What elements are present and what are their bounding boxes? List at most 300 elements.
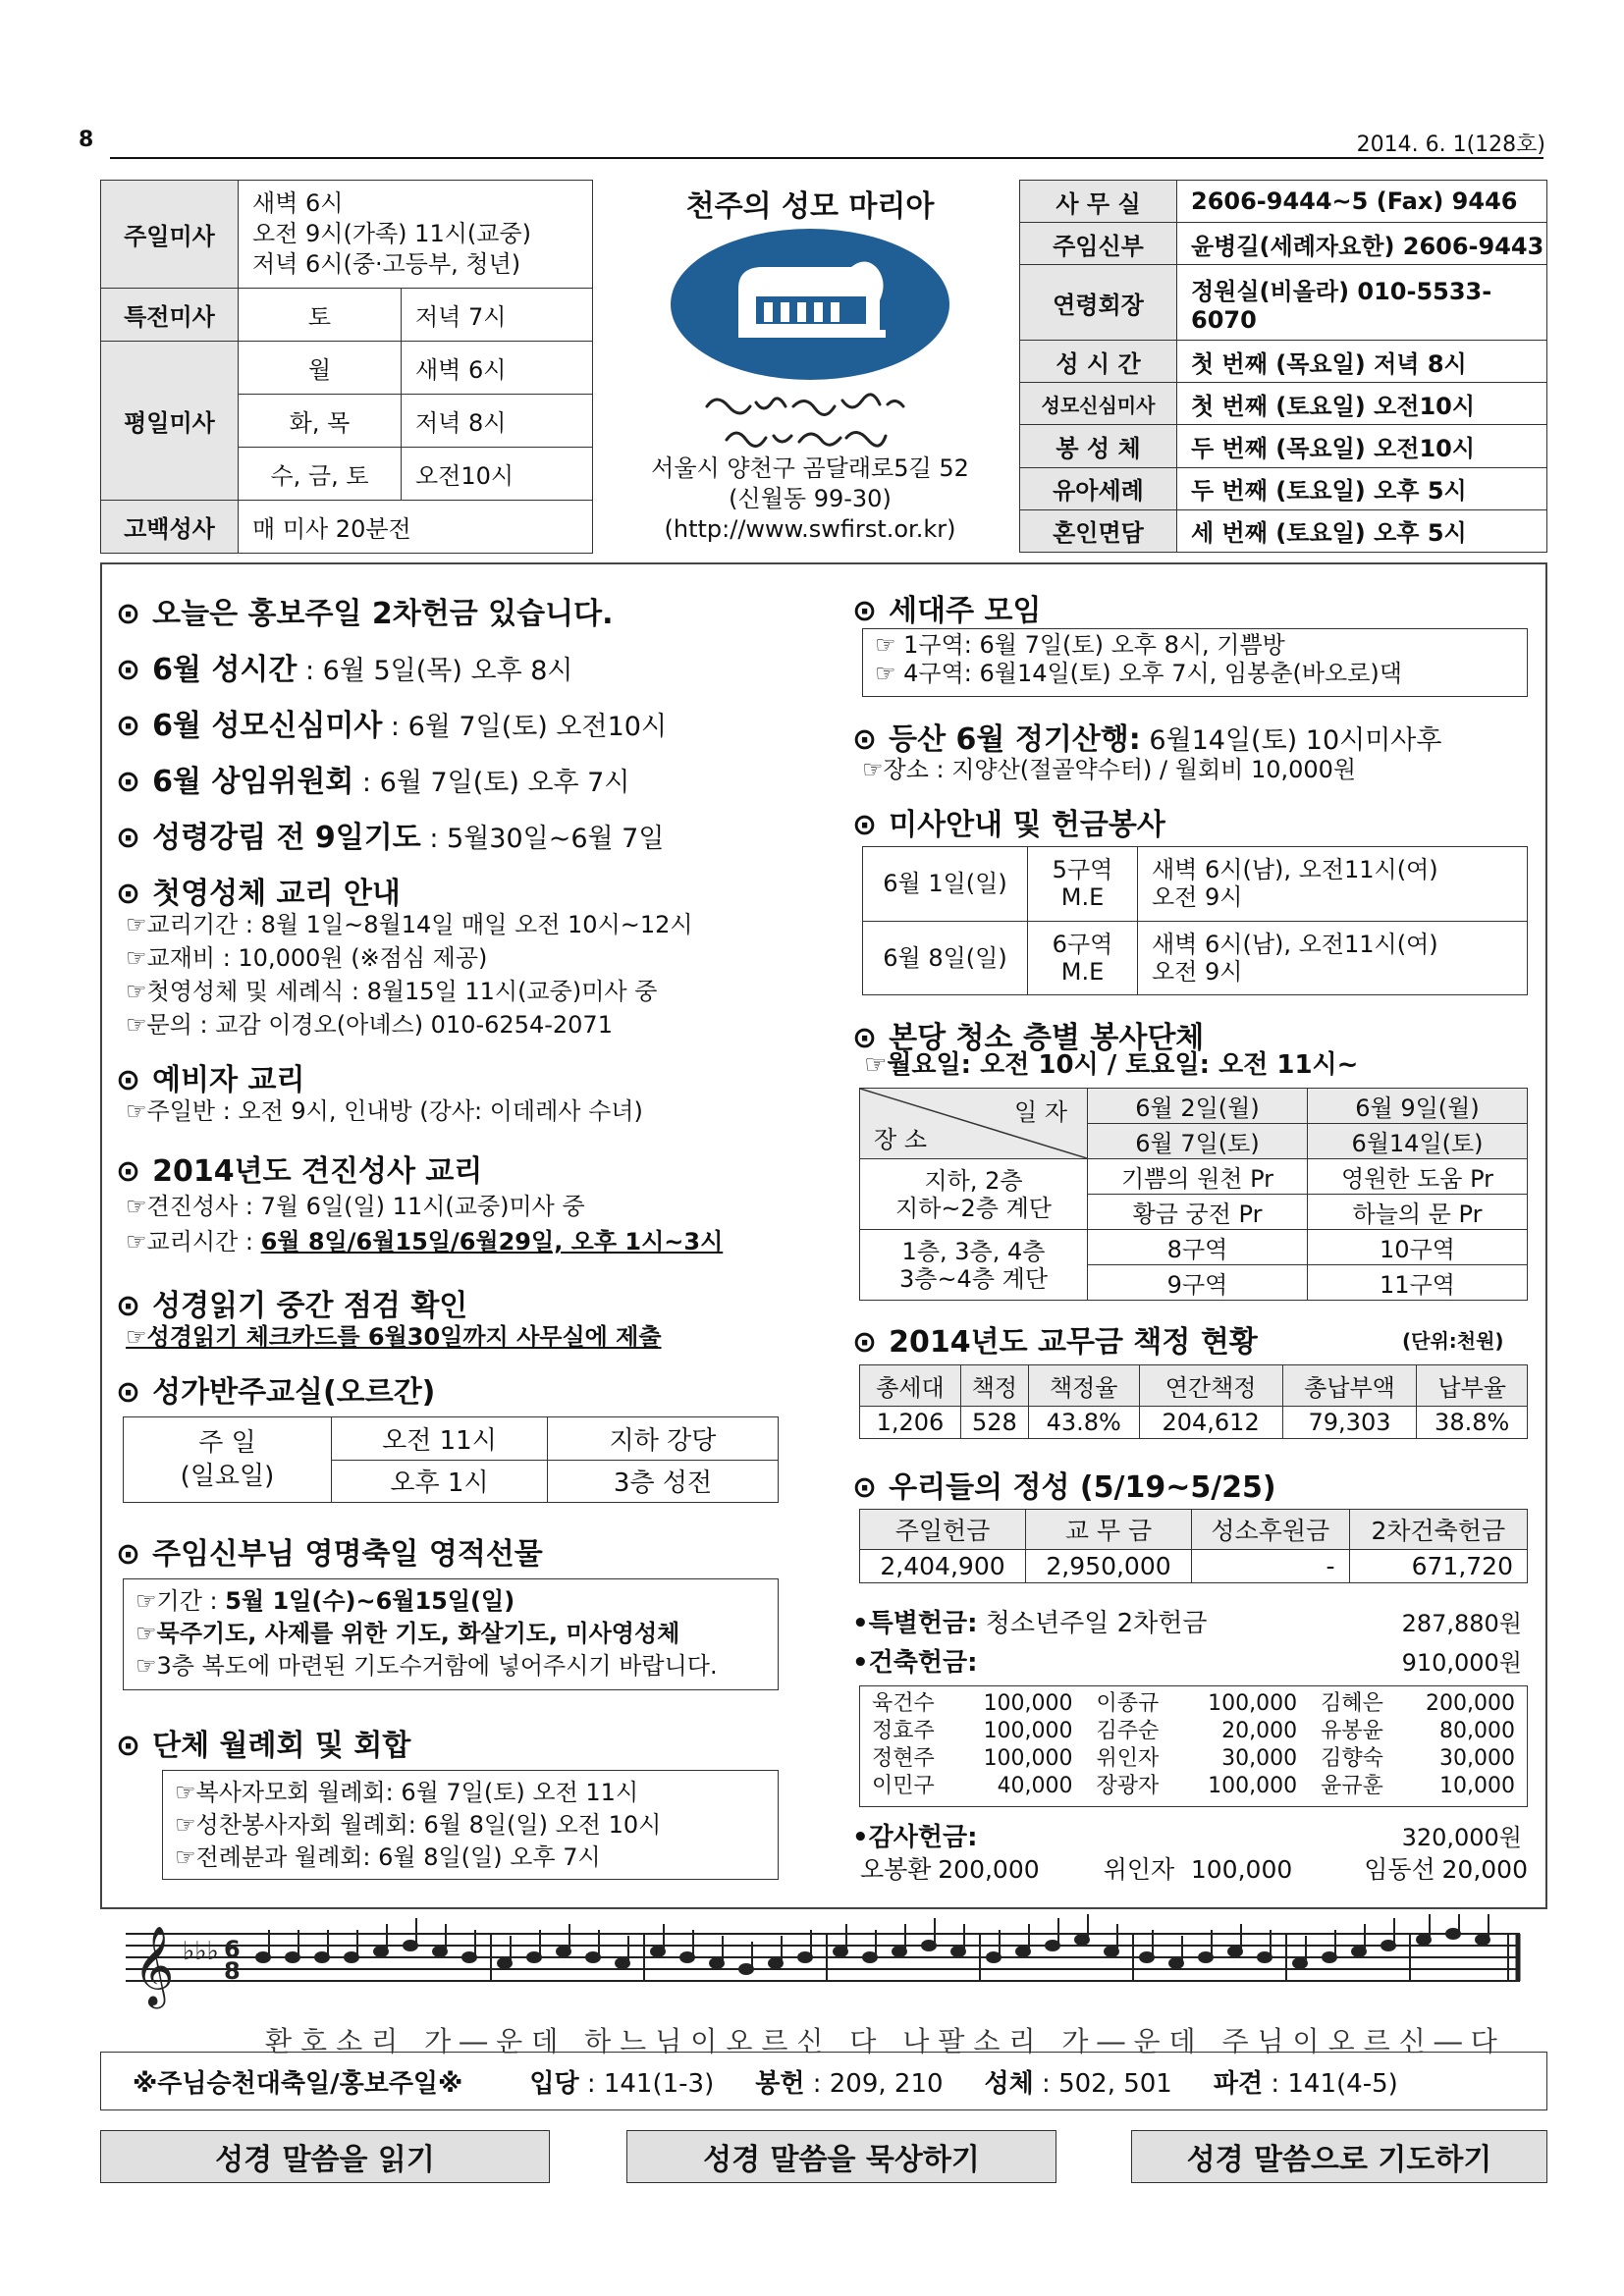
donors-table: [872, 1690, 1515, 1800]
note-head: [863, 1952, 877, 1962]
bullet-icon: ⊙: [116, 709, 141, 743]
notice-line-prefix: ☞교리시간 :: [126, 1228, 261, 1255]
cleaning-place-line: 지하, 2층: [924, 1166, 1023, 1195]
donor-amount: 80,000: [1439, 1719, 1515, 1743]
offering-value: 2,950,000: [1026, 1550, 1192, 1583]
note-head: [1016, 1947, 1030, 1956]
organ-day-sub: (일요일): [180, 1462, 275, 1491]
dues-header: 연간책정: [1139, 1365, 1282, 1407]
office-value: 첫 번째 (토요일) 오전10시: [1177, 383, 1547, 425]
note-head: [739, 1964, 753, 1974]
mass-service-table: [862, 846, 1528, 995]
hymn-communion: [985, 2063, 1172, 2100]
notice-marian-mass: [116, 701, 667, 744]
offering-header: 교 무 금: [1026, 1510, 1192, 1550]
address-line: 서울시 양천구 곰달래로5길 52: [651, 454, 969, 482]
donor-name: 정효주: [872, 1719, 935, 1743]
notice-title: 6월 성시간: [152, 653, 298, 687]
building-offering-label: •건축헌금:: [852, 1648, 978, 1678]
note-head: [710, 1958, 724, 1968]
weekday-day: 화, 목: [239, 395, 402, 448]
notice-novena: [116, 813, 664, 856]
dues-header: 책정: [960, 1365, 1028, 1407]
group-meetings-box: [162, 1770, 779, 1880]
donor-name: 임동선: [1364, 1855, 1435, 1884]
donor-amount: 20,000: [1441, 1855, 1528, 1884]
cleaning-group: 9구역: [1088, 1265, 1308, 1301]
notice-line: ☞교리기간 : 8월 1일~8월14일 매일 오전 10시~12시: [126, 911, 693, 938]
donor-name: 정현주: [872, 1746, 935, 1771]
donor-name: 위인자: [1096, 1746, 1160, 1771]
church-address: [609, 454, 1011, 545]
weekday-time: 오전10시: [402, 448, 593, 501]
office-label: 연령회장: [1020, 265, 1177, 341]
dues-header: 총납부액: [1282, 1365, 1417, 1407]
cleaning-place: [860, 1159, 1088, 1230]
notice-title: 2014년도 견진성사 교리: [152, 1154, 483, 1189]
note-head: [374, 1947, 388, 1956]
donor-amount: 100,000: [983, 1746, 1073, 1771]
donor-name: 김향숙: [1321, 1746, 1383, 1771]
notice-organ-class: [116, 1367, 435, 1411]
office-label: 주임신부: [1020, 223, 1177, 265]
donor-name: 이종규: [1096, 1691, 1160, 1716]
office-value: 두 번째 (토요일) 오후 5시: [1177, 467, 1547, 509]
cleaning-group: 영원한 도움 Pr: [1308, 1159, 1528, 1195]
notice-confirmation: [116, 1147, 482, 1190]
cleaning-group: 10구역: [1308, 1230, 1528, 1265]
cleaning-schedule-time: ☞월요일: 오전 10시 / 토요일: 오전 11시~: [864, 1050, 1359, 1080]
thanks-donors: [860, 1853, 1528, 1887]
pray-scripture-banner: 성경 말씀으로 기도하기: [1131, 2130, 1547, 2183]
office-info-table: [1019, 180, 1547, 553]
donor-name: 김주순: [1096, 1719, 1160, 1743]
hymn-label: 파견: [1213, 2068, 1264, 2099]
bullet-icon: ⊙: [116, 877, 141, 911]
donor-name: 이민구: [872, 1774, 935, 1798]
office-label: 혼인면담: [1020, 509, 1177, 552]
hymn-dismissal: [1214, 2063, 1398, 2100]
bullet-icon: ⊙: [116, 597, 141, 631]
note-head: [286, 1952, 299, 1962]
note-head: [893, 1947, 906, 1956]
notice-standing-committee: [116, 757, 629, 800]
church-handwritten-signature: [687, 385, 933, 463]
organ-time: 오전 11시: [332, 1417, 548, 1461]
bullet-icon: ⊙: [116, 1063, 141, 1097]
office-value: 세 번째 (토요일) 오후 5시: [1177, 509, 1547, 552]
hymn-number: : 141(4-5): [1263, 2068, 1398, 2099]
weekday-time: 저녁 8시: [402, 395, 593, 448]
note-head: [987, 1952, 1001, 1962]
note-head: [834, 1947, 847, 1956]
hymn-label: 성체: [984, 2068, 1034, 2099]
music-notes: [256, 1914, 1489, 1981]
cleaning-group: 하늘의 문 Pr: [1308, 1195, 1528, 1230]
special-offering: [852, 1607, 1207, 1640]
note-head: [951, 1947, 965, 1956]
bullet-icon: ⊙: [116, 1729, 141, 1763]
cleaning-header-corner: [860, 1089, 1088, 1159]
service-area-name: 6구역: [1052, 930, 1113, 958]
notice-title: 등산 6월 정기산행:: [889, 722, 1141, 757]
dues-header: 책정율: [1028, 1365, 1139, 1407]
service-time-line: 새벽 6시(남), 오전11시(여): [1152, 930, 1438, 958]
office-value: 두 번째 (목요일) 오전10시: [1177, 425, 1547, 467]
note-head: [315, 1952, 329, 1962]
donor-amount: 100,000: [1190, 1855, 1293, 1884]
note-head: [586, 1952, 600, 1962]
sunday-time-1: 새벽 6시: [252, 189, 344, 217]
household-meeting-box: [862, 628, 1528, 697]
notice-line: ☞3층 복도에 마련된 기도수거함에 넣어주시기 바랍니다.: [135, 1652, 718, 1680]
thanks-offering-amount: 320,000원: [1401, 1824, 1522, 1851]
bullet-icon: ⊙: [852, 594, 878, 628]
notice-household-meeting: [852, 586, 1042, 629]
cleaning-header-place: 장 소: [874, 1126, 927, 1153]
notice-holy-hour: [116, 645, 573, 688]
weekday-day: 수, 금, 토: [239, 448, 402, 501]
donor-amount: 100,000: [983, 1719, 1073, 1743]
office-value: 정원실(비올라) 010-5533-6070: [1177, 265, 1547, 341]
donor-name: 윤규훈: [1321, 1774, 1383, 1798]
organ-place: 3층 성전: [548, 1460, 779, 1503]
donor-name: 유봉윤: [1321, 1719, 1383, 1743]
donor-name: 장광자: [1096, 1774, 1160, 1798]
notice-group-meetings: [116, 1721, 410, 1764]
notice-title: 6월 성모신심미사: [152, 709, 383, 743]
spiritual-bouquet-box: [123, 1578, 779, 1690]
note-head: [1199, 1952, 1213, 1962]
building-offering-amount: 910,000원: [1401, 1649, 1522, 1677]
weekday-day: 월: [239, 342, 402, 395]
dues-value: 204,612: [1139, 1406, 1282, 1438]
offerings-table: [859, 1509, 1528, 1583]
note-head: [1169, 1958, 1183, 1968]
note-head: [680, 1952, 694, 1962]
church-website[interactable]: (http://www.swfirst.or.kr): [664, 515, 956, 543]
offering-value: 2,404,900: [860, 1550, 1026, 1583]
donor-amount: 10,000: [1439, 1774, 1515, 1798]
song-lyrics: 환호소리 가―운데 하느님이오르신 다 나팔소리 가―운데 주님이오르신―다: [265, 2025, 1506, 2057]
note-head: [1046, 1941, 1059, 1950]
notice-bible-reading: [116, 1281, 467, 1324]
organ-place: 지하 강당: [548, 1417, 779, 1461]
hymn-offertory: [755, 2063, 943, 2100]
cleaning-group: 8구역: [1088, 1230, 1308, 1265]
service-time-line: 새벽 6시(남), 오전11시(여): [1152, 856, 1438, 884]
notice-title: 주임신부님 영명축일 영적선물: [152, 1537, 543, 1572]
note-head: [651, 1947, 665, 1956]
dues-table: [859, 1364, 1528, 1439]
cleaning-group: 11구역: [1308, 1265, 1528, 1301]
hymn-entrance: [529, 2063, 714, 2100]
cleaning-place-line: 3층~4층 계단: [898, 1264, 1048, 1293]
notice-title: 성령강림 전 9일기도: [152, 821, 421, 855]
note-head: [1446, 1929, 1460, 1939]
notice-dues: [852, 1317, 1258, 1361]
page-number: 8: [79, 128, 94, 152]
church-logo: [670, 228, 950, 381]
confession-value: 매 미사 20분전: [239, 501, 593, 554]
notice-title: 2014년도 교무금 책정 현황: [889, 1325, 1258, 1360]
notice-text: 오늘은 홍보주일 2차헌금 있습니다.: [152, 597, 614, 631]
notice-line-prefix: ☞기간 :: [135, 1587, 226, 1615]
service-time-line: 오전 9시: [1152, 883, 1243, 912]
cleaning-date: 6월14일(토): [1308, 1124, 1528, 1159]
cleaning-header-date: 일 자: [1014, 1098, 1067, 1126]
organ-day-label: 주 일: [198, 1428, 256, 1458]
note-head: [769, 1958, 783, 1968]
office-label: 봉 성 체: [1020, 425, 1177, 467]
office-label: 사 무 실: [1020, 181, 1177, 223]
special-offering-amount: 287,880원: [1401, 1610, 1522, 1637]
cleaning-place-line: 1층, 3층, 4층: [901, 1237, 1046, 1265]
sunday-time-3: 저녁 6시(중·고등부, 청년): [252, 250, 521, 278]
hymn-numbers-bar: [100, 2052, 1547, 2110]
notice-line: ☞복사자모회 월례회: 6월 7일(토) 오전 11시: [175, 1779, 639, 1806]
service-times: [1138, 921, 1528, 995]
dues-value: 38.8%: [1417, 1406, 1528, 1438]
special-offering-label: •특별헌금:: [852, 1609, 978, 1638]
anticipated-mass-label: 특전미사: [101, 289, 239, 342]
dues-unit: (단위:천원): [1402, 1329, 1504, 1353]
note-head: [1352, 1947, 1366, 1956]
notice-line: ☞주일반 : 오전 9시, 인내방 (강사: 이데레사 수녀): [126, 1097, 643, 1125]
dues-value: 79,303: [1282, 1406, 1417, 1438]
cleaning-group: 기쁨의 원천 Pr: [1088, 1159, 1308, 1195]
bullet-icon: ⊙: [116, 821, 141, 855]
bullet-icon: ⊙: [116, 1537, 141, 1572]
office-label: 유아세례: [1020, 467, 1177, 509]
notice-title: 6월 상임위원회: [152, 765, 354, 799]
notice-lines: [126, 908, 693, 1041]
notice-mass-service: [852, 800, 1165, 843]
feast-title: ※주님승천대축일/홍보주일※: [133, 2068, 463, 2099]
donor-amount: 30,000: [1221, 1746, 1298, 1771]
note-head: [498, 1958, 512, 1968]
organ-time: 오후 1시: [332, 1460, 548, 1503]
special-offering-text: 청소년주일 2차헌금: [977, 1609, 1208, 1638]
office-value: 2606-9444~5 (Fax) 9446: [1177, 181, 1547, 223]
donor-amount: 100,000: [983, 1691, 1073, 1716]
service-area: [1028, 921, 1138, 995]
service-time-line: 오전 9시: [1152, 957, 1243, 986]
confirmation-schedule: 6월 8일/6월15일/6월29일, 오후 1시~3시: [260, 1228, 724, 1255]
notice-line: [126, 1225, 723, 1258]
service-date: 6월 1일(일): [863, 847, 1028, 922]
cleaning-group: 황금 궁전 Pr: [1088, 1195, 1308, 1230]
notice-line: ☞장소 : 지양산(절골약수터) / 월회비 10,000원: [862, 756, 1357, 783]
offering-header: 2차건축헌금: [1349, 1510, 1527, 1550]
bullet-icon: ⊙: [116, 1289, 141, 1323]
notice-second-collection: [116, 589, 613, 632]
service-times: [1138, 847, 1528, 922]
note-head: [1105, 1947, 1118, 1956]
notice-line: ☞문의 : 교감 이경오(아녜스) 010-6254-2071: [126, 1011, 613, 1039]
bullet-icon: ⊙: [852, 1470, 878, 1505]
bullet-icon: ⊙: [852, 808, 878, 842]
donor-name: 위인자: [1103, 1855, 1175, 1884]
treble-clef-icon: 𝄞: [134, 1925, 175, 2005]
note-head: [1323, 1952, 1336, 1962]
note-head: [433, 1947, 447, 1956]
service-me: M.E: [1060, 883, 1105, 912]
notice-title: 우리들의 정성 (5/19~5/25): [889, 1470, 1276, 1505]
organ-class-table: [123, 1416, 779, 1503]
address-line: (신월동 99-30): [729, 485, 892, 512]
note-head: [922, 1941, 936, 1950]
notice-detail: : 6월 7일(토) 오후 7시: [353, 768, 630, 798]
read-scripture-banner: 성경 말씀을 읽기: [100, 2130, 550, 2183]
donor-amount: 100,000: [1208, 1774, 1298, 1798]
note-head: [404, 1941, 417, 1950]
note-head: [1476, 1935, 1489, 1945]
donor-name: 김혜은: [1321, 1691, 1383, 1716]
confession-label: 고백성사: [101, 501, 239, 554]
note-head: [557, 1947, 570, 1956]
hymn-number: : 502, 501: [1033, 2068, 1172, 2099]
notice-title: 예비자 교리: [152, 1063, 305, 1097]
notice-line: ☞전례분과 월례회: 6월 8일(일) 오후 7시: [175, 1843, 601, 1871]
anticipated-mass-day: 토: [239, 289, 402, 342]
notice-spiritual-bouquet: [116, 1529, 543, 1573]
bullet-icon: ⊙: [116, 1375, 141, 1410]
service-date: 6월 8일(일): [863, 921, 1028, 995]
note-head: [1417, 1935, 1431, 1945]
note-head: [345, 1952, 358, 1962]
weekday-time: 새벽 6시: [402, 342, 593, 395]
notice-line: ☞첫영성체 및 세례식 : 8월15일 11시(교중)미사 중: [126, 978, 658, 1005]
hymn-label: 입당: [529, 2068, 579, 2099]
cleaning-date: 6월 7일(토): [1088, 1124, 1308, 1159]
notice-line: ☞교재비 : 10,000원 (※점심 제공): [126, 944, 488, 972]
office-label: 성모신심미사: [1020, 383, 1177, 425]
weekday-mass-label: 평일미사: [101, 342, 239, 501]
note-head: [798, 1952, 812, 1962]
bullet-icon: ⊙: [116, 653, 141, 687]
note-head: [1258, 1952, 1272, 1962]
donor-amount: 20,000: [1221, 1719, 1298, 1743]
notice-title: 성경읽기 중간 점검 확인: [152, 1289, 468, 1323]
notice-first-communion: [116, 869, 401, 912]
note-head: [256, 1952, 270, 1962]
offering-value: -: [1192, 1550, 1350, 1583]
dues-value: 43.8%: [1028, 1406, 1139, 1438]
service-area: [1028, 847, 1138, 922]
cleaning-table: [859, 1088, 1528, 1301]
notice-title: 단체 월례회 및 회합: [152, 1729, 411, 1763]
offering-header: 성소후원금: [1192, 1510, 1350, 1550]
notice-title: 미사안내 및 헌금봉사: [889, 808, 1165, 842]
donor-amount: 200,000: [938, 1855, 1040, 1884]
cleaning-place-line: 지하~2층 계단: [895, 1194, 1052, 1222]
cleaning-place: [860, 1230, 1088, 1301]
building-donors-box: [859, 1685, 1528, 1807]
note-head: [1293, 1958, 1307, 1968]
anticipated-mass-time: 저녁 7시: [402, 289, 593, 342]
dues-value: 1,206: [860, 1406, 961, 1438]
office-value: 첫 번째 (목요일) 저녁 8시: [1177, 341, 1547, 383]
dues-header: 납부율: [1417, 1365, 1528, 1407]
time-signature: 8: [224, 1957, 241, 1985]
notice-line: ☞성경읽기 체크카드를 6월30일까지 사무실에 제출: [126, 1323, 662, 1351]
bullet-icon: ⊙: [852, 722, 878, 757]
bullet-icon: ⊙: [116, 1154, 141, 1189]
notice-detail: : 5월30일~6월 7일: [420, 824, 665, 854]
note-head: [616, 1958, 629, 1968]
donor-amount: 40,000: [997, 1774, 1073, 1798]
donor-amount: 30,000: [1439, 1746, 1515, 1771]
cleaning-date: 6월 2일(월): [1088, 1089, 1308, 1124]
organ-day: [124, 1417, 332, 1503]
notice-line: ☞ 1구역: 6월 7일(토) 오후 8시, 기쁨방: [875, 631, 1285, 659]
notice-catechumen: [116, 1055, 305, 1098]
office-value: 윤병길(세례자요한) 2606-9443: [1177, 223, 1547, 265]
notice-detail: : 6월 7일(토) 오전10시: [382, 712, 668, 742]
donor-name: 육건수: [872, 1691, 935, 1716]
note-head: [1228, 1947, 1242, 1956]
notice-detail: 6월14일(토) 10시미사후: [1140, 725, 1442, 756]
notice-title: 첫영성체 교리 안내: [152, 877, 401, 911]
notice-line: ☞묵주기도, 사제를 위한 기도, 화살기도, 미사영성체: [135, 1620, 680, 1647]
sunday-mass-times: [239, 181, 593, 289]
notice-line: ☞견진성사 : 7월 6일(일) 11시(교중)미사 중: [126, 1193, 585, 1220]
donor-name: 오봉환: [860, 1855, 932, 1884]
sunday-mass-label: 주일미사: [101, 181, 239, 289]
donor-amount: 200,000: [1426, 1691, 1515, 1716]
note-head: [1381, 1941, 1395, 1950]
notice-title: 세대주 모임: [889, 594, 1042, 628]
notice-line: ☞ 4구역: 6월14일(토) 오후 7시, 임봉춘(바오로)댁: [875, 660, 1402, 687]
service-area-name: 5구역: [1052, 856, 1113, 884]
hymn-number: : 141(1-3): [578, 2068, 715, 2099]
dues-value: 528: [960, 1406, 1028, 1438]
notice-title: 본당 청소 층별 봉사단체: [889, 1021, 1205, 1055]
note-head: [462, 1952, 476, 1962]
donor-amount: 100,000: [1208, 1691, 1298, 1716]
header-divider: [110, 157, 1543, 159]
notice-detail: : 6월 5일(목) 오후 8시: [297, 656, 573, 686]
dues-header: 총세대: [860, 1365, 961, 1407]
church-title: 천주의 성모 마리아: [685, 189, 935, 224]
hymn-label: 봉헌: [755, 2068, 805, 2099]
bullet-icon: ⊙: [852, 1021, 878, 1055]
office-label: 성 시 간: [1020, 341, 1177, 383]
note-head: [527, 1952, 541, 1962]
sunday-time-2: 오전 9시(가족) 11시(교중): [252, 220, 531, 247]
meditate-scripture-banner: 성경 말씀을 묵상하기: [626, 2130, 1056, 2183]
issue-date: 2014. 6. 1(128호): [1356, 133, 1545, 157]
notice-title: 성가반주교실(오르간): [152, 1375, 436, 1410]
bullet-icon: ⊙: [852, 1325, 878, 1360]
offering-header: 주일헌금: [860, 1510, 1026, 1550]
notice-line: ☞성찬봉사자회 월례회: 6월 8일(일) 오전 10시: [175, 1811, 662, 1839]
flat-icon: ♭♭♭: [183, 1937, 219, 1966]
cleaning-date: 6월 9일(월): [1308, 1089, 1528, 1124]
service-me: M.E: [1060, 957, 1105, 986]
bouquet-period: 5월 1일(수)~6월15일(일): [225, 1587, 515, 1615]
bullet-icon: ⊙: [116, 765, 141, 799]
note-head: [1140, 1952, 1154, 1962]
mass-schedule-table: [100, 180, 593, 554]
offering-value: 671,720: [1349, 1550, 1527, 1583]
time-signature: 6: [224, 1936, 241, 1963]
note-head: [1075, 1935, 1089, 1945]
notice-line: [135, 1585, 766, 1618]
notice-hiking: [852, 715, 1441, 758]
notice-offerings: [852, 1463, 1276, 1506]
